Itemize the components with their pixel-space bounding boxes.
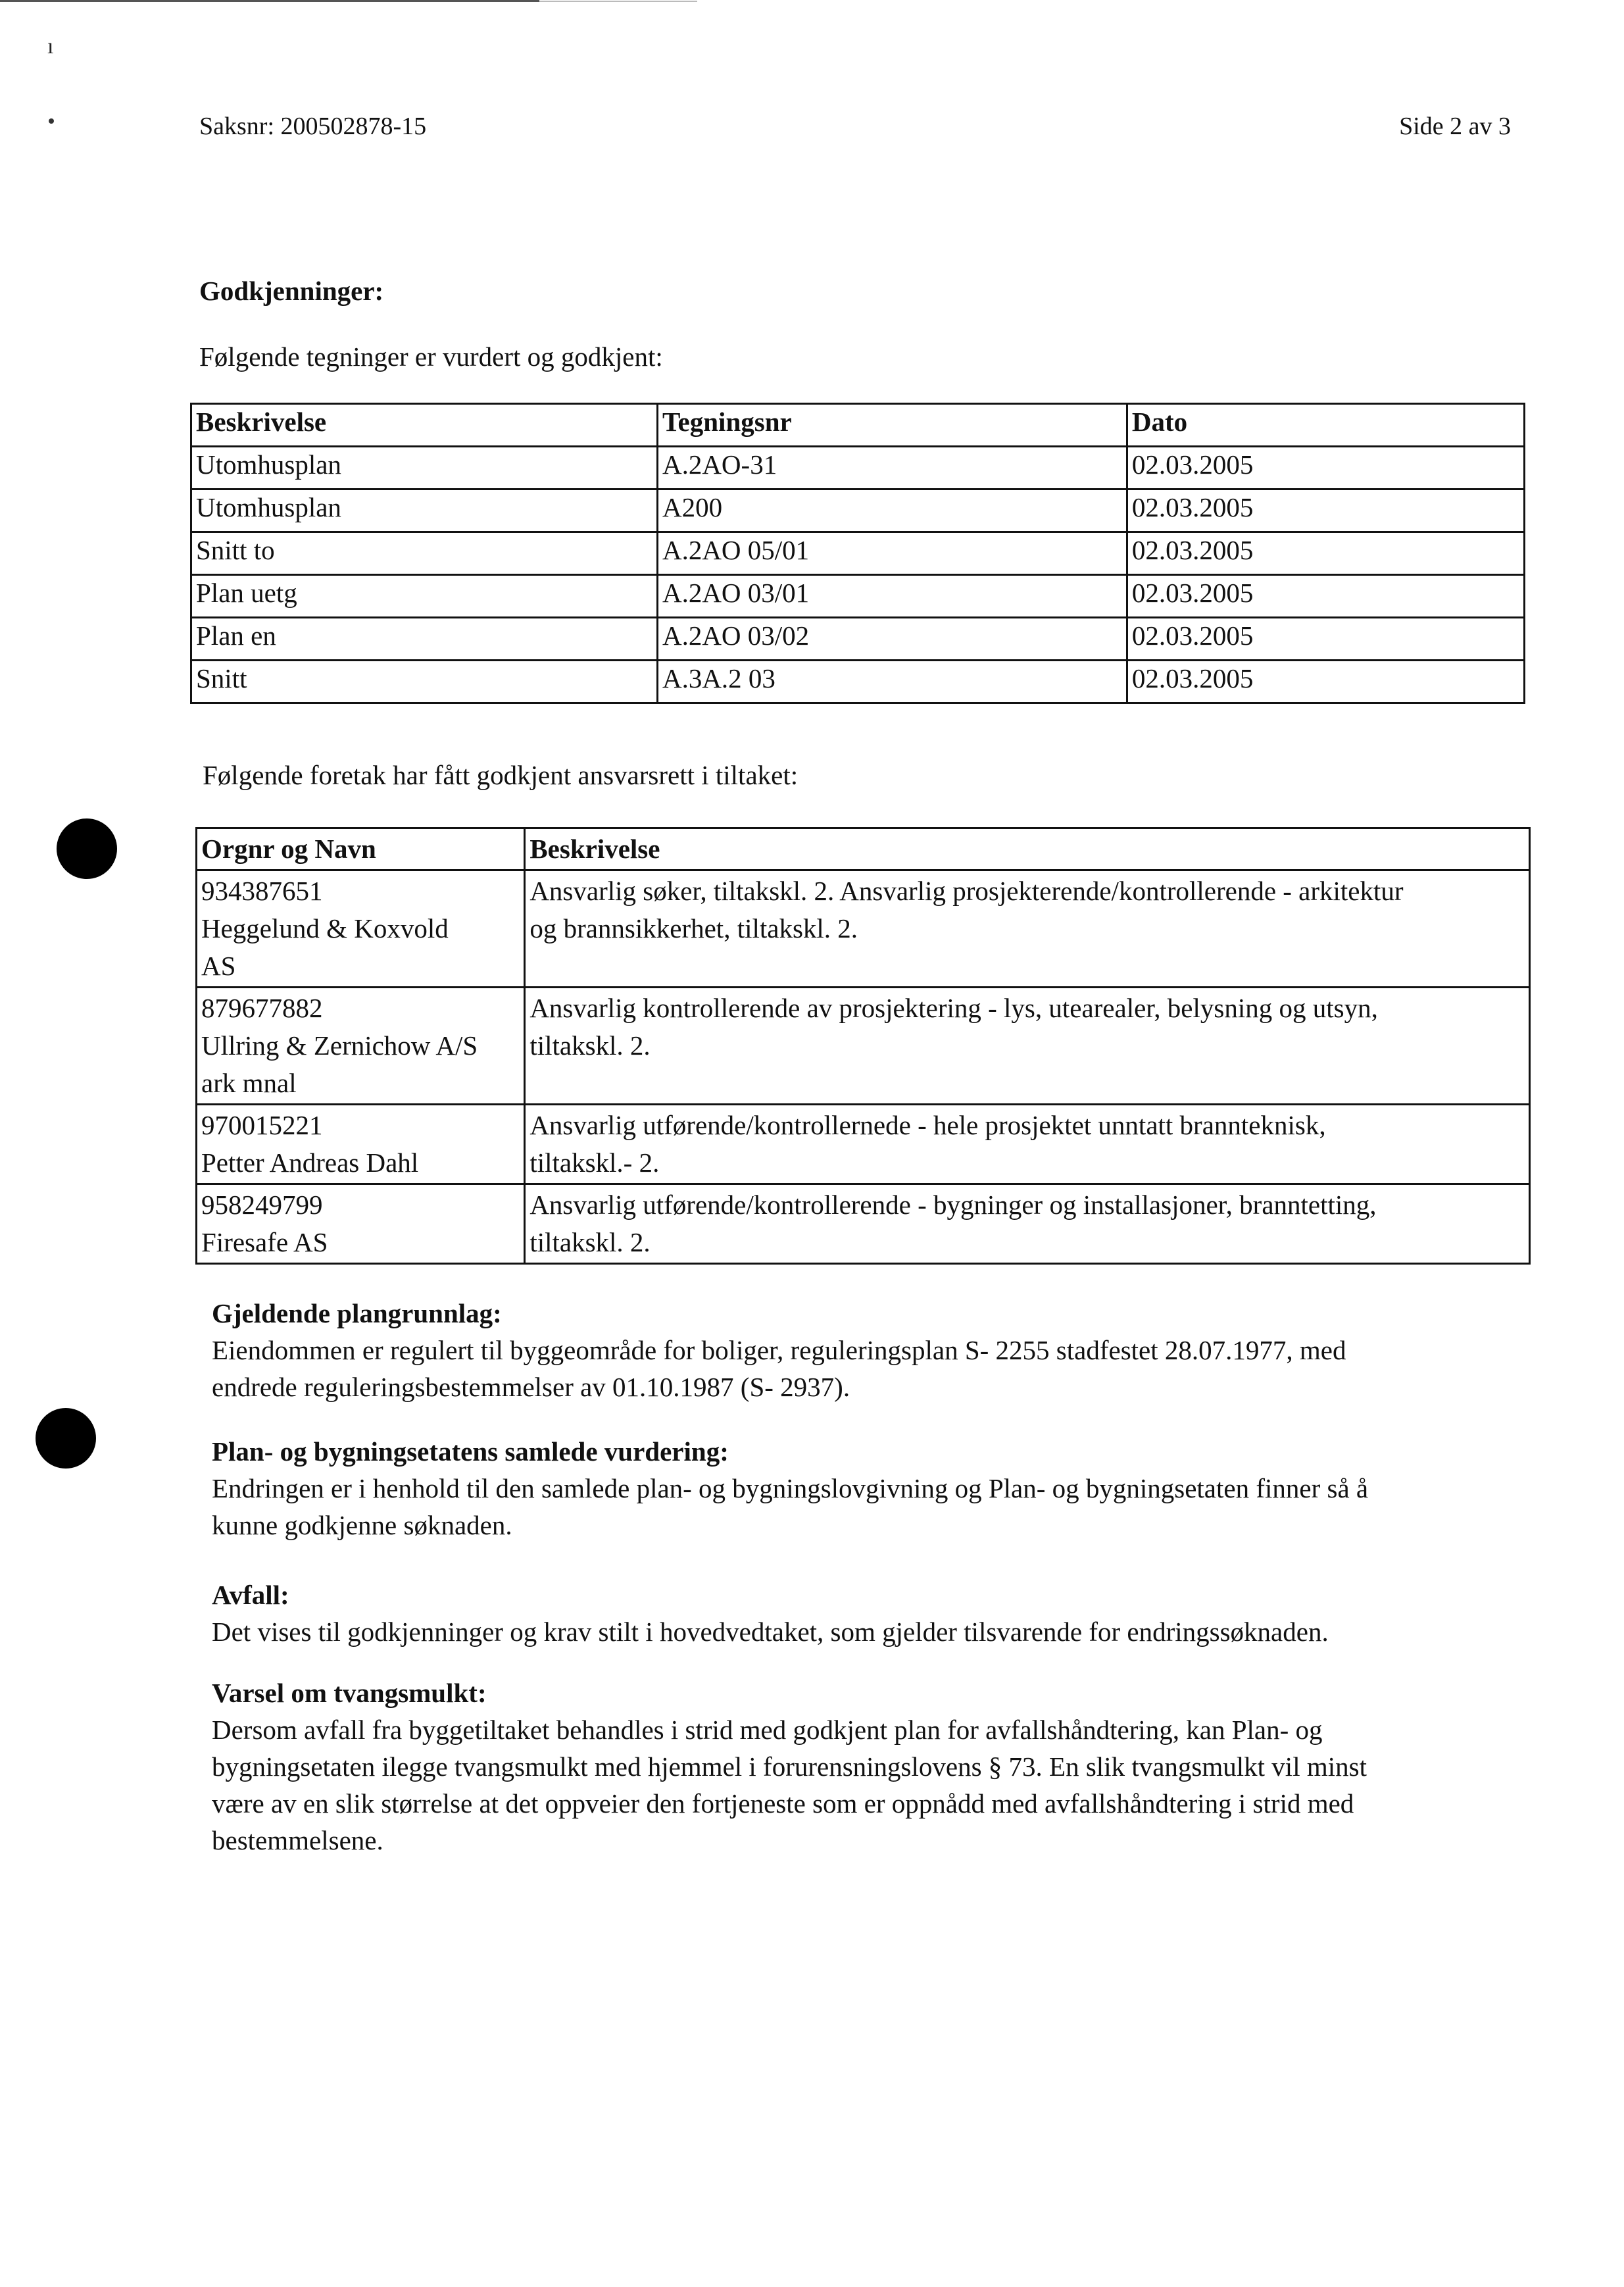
scan-edge-line (0, 0, 539, 2)
table-row (197, 988, 1530, 1105)
case-number: Saksnr: 200502878-15 (199, 113, 427, 140)
column-header-date: Dato (1127, 404, 1524, 447)
section-assessment (212, 1433, 1554, 1544)
table-header-row (191, 404, 1525, 447)
column-header-description: Beskrivelse (191, 404, 658, 447)
section-body: Endringen er i henhold til den samlede plan- og bygningslovgivning og Plan- og bygningsetaten finner så å kunne godkjenne søknaden. (212, 1473, 1369, 1540)
section-waste (212, 1576, 1554, 1650)
punch-hole (36, 1408, 96, 1469)
cell-description: Utomhusplan (191, 490, 658, 532)
cell-description: Snitt to (191, 532, 658, 575)
section-body: Eiendommen er regulert til byggeområde for boliger, reguleringsplan S- 2255 stadfestet 28.07.1977, med endrede reguleringsbestemmelser av 01.10.1987 (S- 2937). (212, 1335, 1346, 1402)
cell-date: 02.03.2005 (1127, 532, 1524, 575)
companies-table (195, 827, 1531, 1265)
cell-description: Ansvarlig søker, tiltakskl. 2. Ansvarlig prosjekterende/kontrollerende - arkitektur og brannsikkerhet, tiltakskl. 2. (525, 870, 1530, 988)
table-row (197, 870, 1530, 988)
cell-drawing-number: A.2AO 05/01 (657, 532, 1127, 575)
table-row (191, 447, 1525, 490)
companies-intro: Følgende foretak har fått godkjent ansvarsrett i tiltaket: (203, 760, 799, 790)
cell-date: 02.03.2005 (1127, 575, 1524, 618)
cell-description: Ansvarlig utførende/kontrollernede - hele prosjektet unntatt brannteknisk, tiltakskl.- 2. (525, 1105, 1530, 1184)
column-header-description: Beskrivelse (525, 828, 1530, 870)
table-row (191, 618, 1525, 661)
cell-description: Plan en (191, 618, 658, 661)
table-row (191, 661, 1525, 703)
column-header-drawing-number: Tegningsnr (657, 404, 1127, 447)
cell-drawing-number: A.3A.2 03 (657, 661, 1127, 703)
section-body: Det vises til godkjenninger og krav stilt i hovedvedtaket, som gjelder tilsvarende for endringssøknaden. (212, 1617, 1329, 1647)
scan-edge-line-faint (539, 1, 697, 2)
approvals-heading: Godkjenninger: (199, 276, 384, 306)
scan-speck (49, 118, 54, 124)
section-body: Dersom avfall fra byggetiltaket behandles i strid med godkjent plan for avfallshåndtering, kan Plan- og bygningsetaten ilegge tvangsmulkt med hjemmel i forurensningslovens § 73. En slik tvangsmulkt vil minst være av en slik størrelse at det oppveier den fortjeneste som er oppnådd med avfallshåndtering i strid med bestemmelsene. (212, 1715, 1367, 1855)
cell-date: 02.03.2005 (1127, 618, 1524, 661)
scan-mark: ı (47, 34, 54, 59)
cell-drawing-number: A.2AO 03/01 (657, 575, 1127, 618)
cell-description: Ansvarlig kontrollerende av prosjektering - lys, utearealer, belysning og utsyn, tiltakskl. 2. (525, 988, 1530, 1105)
cell-description: Utomhusplan (191, 447, 658, 490)
section-heading: Varsel om tvangsmulkt: (212, 1678, 487, 1708)
drawings-intro: Følgende tegninger er vurdert og godkjent: (199, 341, 663, 372)
table-header-row (197, 828, 1530, 870)
section-coercive-fine (212, 1674, 1554, 1859)
cell-description: Snitt (191, 661, 658, 703)
section-heading: Avfall: (212, 1580, 289, 1610)
cell-date: 02.03.2005 (1127, 490, 1524, 532)
cell-orgnr-name: 958249799 Firesafe AS (197, 1184, 525, 1264)
section-plan-basis (212, 1295, 1554, 1405)
table-row (191, 490, 1525, 532)
cell-date: 02.03.2005 (1127, 661, 1524, 703)
cell-description: Plan uetg (191, 575, 658, 618)
page-number: Side 2 av 3 (1399, 113, 1511, 140)
drawings-table (190, 403, 1525, 704)
table-row (197, 1105, 1530, 1184)
punch-hole (57, 818, 117, 879)
cell-orgnr-name: 879677882 Ullring & Zernichow A/S ark mnal (197, 988, 525, 1105)
cell-date: 02.03.2005 (1127, 447, 1524, 490)
table-row (191, 532, 1525, 575)
section-heading: Plan- og bygningsetatens samlede vurdering: (212, 1436, 729, 1467)
cell-drawing-number: A.2AO-31 (657, 447, 1127, 490)
cell-orgnr-name: 934387651 Heggelund & Koxvold AS (197, 870, 525, 988)
table-row (197, 1184, 1530, 1264)
column-header-orgnr-name: Orgnr og Navn (197, 828, 525, 870)
section-heading: Gjeldende plangrunnlag: (212, 1298, 502, 1328)
cell-orgnr-name: 970015221 Petter Andreas Dahl (197, 1105, 525, 1184)
table-row (191, 575, 1525, 618)
cell-drawing-number: A.2AO 03/02 (657, 618, 1127, 661)
cell-drawing-number: A200 (657, 490, 1127, 532)
cell-description: Ansvarlig utførende/kontrollerende - bygninger og installasjoner, branntetting, tiltakskl. 2. (525, 1184, 1530, 1264)
